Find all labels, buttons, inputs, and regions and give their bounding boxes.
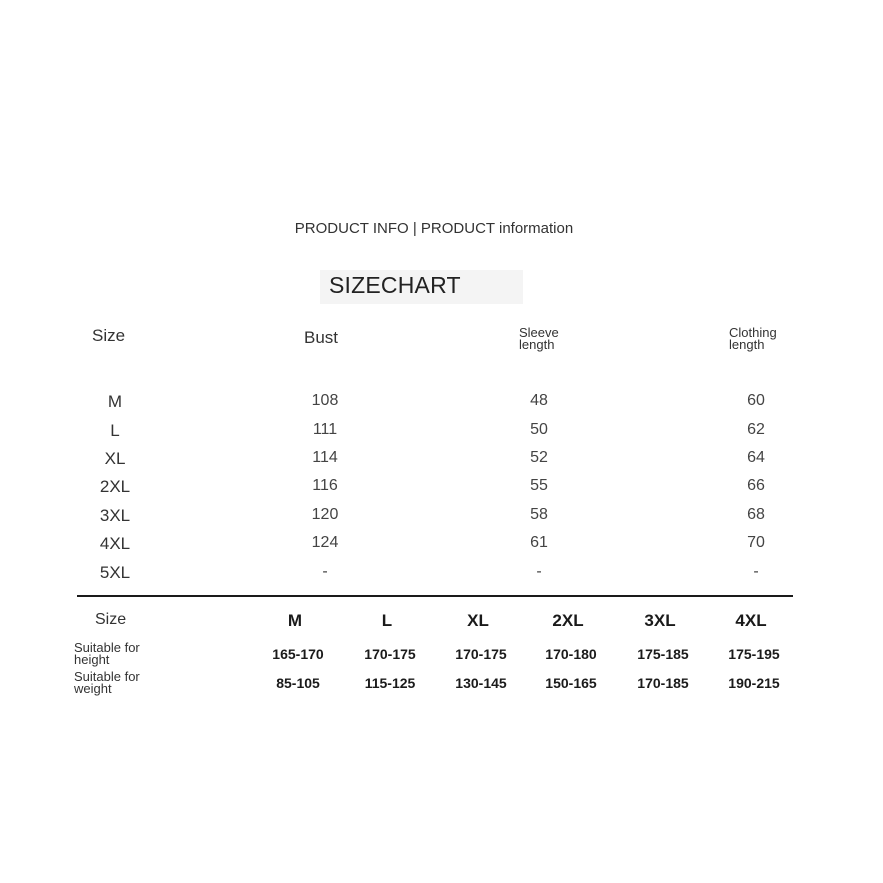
measure-cell-clothing-length: 66 bbox=[747, 477, 765, 494]
header-size: Size bbox=[92, 326, 126, 345]
fit-height-value: 170-180 bbox=[545, 646, 597, 662]
fit-size-heading: 3XL bbox=[644, 611, 676, 630]
fit-size-label: Size bbox=[95, 611, 127, 628]
fit-height-value: 170-175 bbox=[455, 646, 507, 662]
fit-size-heading: 2XL bbox=[552, 611, 584, 630]
sizechart-title: SIZECHART bbox=[329, 272, 461, 298]
fit-size-heading: M bbox=[287, 611, 303, 630]
header-clothing-length: Clothing length bbox=[729, 325, 777, 352]
measure-cell-sleeve-length: 52 bbox=[530, 449, 548, 466]
measure-cell-size: L bbox=[110, 421, 120, 440]
fit-height-value: 165-170 bbox=[272, 646, 324, 662]
measure-cell-size: 5XL bbox=[99, 563, 131, 582]
measure-cell-bust: 116 bbox=[312, 477, 338, 494]
fit-weight-value: 130-145 bbox=[455, 675, 507, 691]
fit-height-value: 170-175 bbox=[364, 646, 416, 662]
measure-cell-sleeve-length: 50 bbox=[530, 421, 548, 438]
measure-cell-clothing-length: 62 bbox=[747, 421, 765, 438]
measure-cell-sleeve-length: 61 bbox=[530, 534, 548, 551]
fit-weight-value: 190-215 bbox=[728, 675, 780, 691]
measure-cell-clothing-length: 70 bbox=[747, 534, 765, 551]
measure-cell-clothing-length: 68 bbox=[747, 506, 765, 523]
measure-cell-size: 2XL bbox=[99, 477, 131, 496]
measure-cell-size: 3XL bbox=[99, 506, 131, 525]
measure-cell-size: XL bbox=[104, 449, 126, 468]
measure-cell-bust: 114 bbox=[312, 449, 338, 466]
product-info-header: PRODUCT INFO | PRODUCT information bbox=[294, 220, 574, 237]
fit-weight-value: 150-165 bbox=[545, 675, 597, 691]
fit-weight-value: 115-125 bbox=[364, 675, 416, 691]
measure-cell-sleeve-length: 55 bbox=[530, 477, 548, 494]
table-divider bbox=[77, 595, 793, 597]
measure-cell-bust: 124 bbox=[311, 534, 339, 551]
measure-cell-sleeve-length: 58 bbox=[530, 506, 548, 523]
measure-cell-clothing-length: - bbox=[753, 563, 759, 580]
fit-size-heading: 4XL bbox=[735, 611, 767, 630]
measure-cell-clothing-length: 64 bbox=[747, 449, 765, 466]
fit-weight-value: 170-185 bbox=[637, 675, 689, 691]
fit-size-heading: L bbox=[381, 611, 393, 630]
measure-cell-bust: - bbox=[322, 563, 328, 580]
measure-cell-bust: 120 bbox=[311, 506, 339, 523]
fit-height-value: 175-195 bbox=[728, 646, 780, 662]
measure-cell-sleeve-length: 48 bbox=[530, 392, 548, 409]
fit-height-label: Suitable for height bbox=[74, 640, 140, 667]
measure-cell-sleeve-length: - bbox=[536, 563, 542, 580]
header-sleeve-length: Sleeve length bbox=[519, 325, 559, 352]
fit-weight-label: Suitable for weight bbox=[74, 669, 140, 696]
fit-size-heading: XL bbox=[467, 611, 489, 630]
measure-cell-size: 4XL bbox=[99, 534, 131, 553]
measure-cell-clothing-length: 60 bbox=[747, 392, 765, 409]
header-bust: Bust bbox=[304, 328, 339, 347]
measure-cell-bust: 111 bbox=[312, 421, 338, 438]
measure-cell-size: M bbox=[107, 392, 123, 411]
measure-cell-bust: 108 bbox=[311, 392, 339, 409]
fit-weight-value: 85-105 bbox=[276, 675, 320, 691]
fit-height-value: 175-185 bbox=[637, 646, 689, 662]
